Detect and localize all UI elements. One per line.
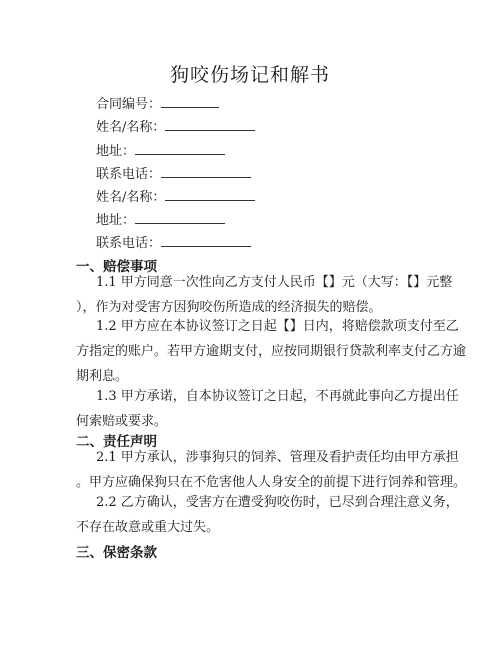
party-a-address-field	[96, 142, 225, 160]
party-a-name-blank	[165, 118, 255, 131]
field-label: 姓名/名称：	[96, 190, 166, 205]
document-title: 狗咬伤场记和解书	[169, 64, 330, 86]
clause-line: 2.2 乙方确认，受害方在遭受狗咬伤时，已尽到合理注意义务，	[96, 495, 459, 510]
clause-line: 1.3 甲方承诺，自本协议签订之日起，不再就此事向乙方提出任	[96, 389, 459, 404]
field-label: 地址：	[96, 213, 136, 228]
party-a-phone-field	[96, 165, 251, 183]
clause-line: 何索赔或要求。	[76, 414, 168, 429]
party-b-phone-blank	[161, 234, 251, 247]
clause-1-2	[76, 314, 467, 389]
clause-1-1	[76, 270, 453, 320]
contract-number-blank	[161, 95, 219, 108]
clause-line: 1.1 甲方同意一次性向乙方支付人民币【】元（大写：【】元整	[96, 275, 453, 290]
party-b-phone-field	[96, 234, 251, 252]
section-heading-confidentiality: 三、保密条款	[76, 545, 157, 561]
clause-line: 不存在故意或重大过失。	[76, 520, 220, 535]
party-a-phone-blank	[161, 165, 251, 178]
field-label: 联系电话：	[96, 236, 162, 251]
clause-2-1	[76, 445, 467, 495]
party-b-address-field	[96, 211, 225, 229]
clause-line: 期利息。	[76, 369, 129, 384]
clause-line: ），作为对受害方因狗咬伤所造成的经济损失的赔偿。	[76, 300, 382, 315]
clause-line: 方指定的账户。若甲方逾期支付，应按同期银行贷款利率支付乙方逾	[76, 344, 467, 359]
clause-line: 1.2 甲方应在本协议签订之日起【】日内，将赔偿款项支付至乙	[96, 319, 459, 334]
party-a-name-field	[96, 118, 255, 136]
clause-2-2	[76, 490, 459, 540]
clause-line: 2.1 甲方承认，涉事狗只的饲养、管理及看护责任均由甲方承担	[96, 450, 459, 465]
section-heading-liability: 二、责任声明	[76, 434, 157, 450]
contract-number-field	[96, 95, 219, 113]
clause-line: 。甲方应确保狗只在不危害他人人身安全的前提下进行饲养和管理。	[76, 475, 467, 490]
field-label: 合同编号：	[96, 97, 162, 112]
party-b-address-blank	[135, 211, 225, 224]
clause-1-3	[76, 384, 459, 434]
party-a-address-blank	[135, 142, 225, 155]
party-b-name-blank	[165, 188, 255, 201]
field-label: 地址：	[96, 144, 136, 159]
party-b-name-field	[96, 188, 255, 206]
section-heading-compensation: 一、赔偿事项	[76, 259, 157, 275]
field-label: 姓名/名称：	[96, 120, 166, 135]
field-label: 联系电话：	[96, 167, 162, 182]
